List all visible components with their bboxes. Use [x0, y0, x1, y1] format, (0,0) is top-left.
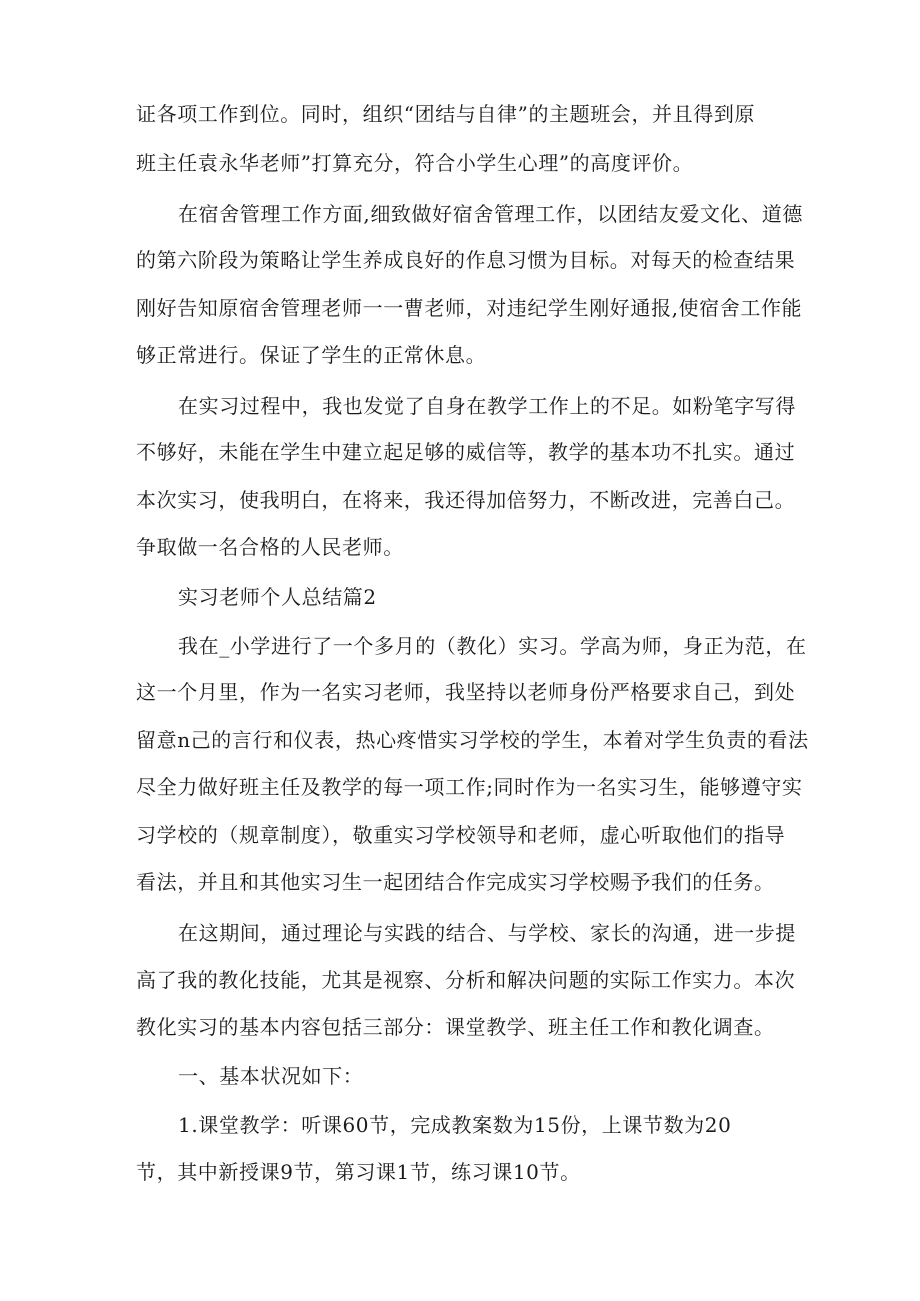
text-line: 证各项工作到位。同时，组织“团结与自律”的主题班会，并且得到原: [136, 102, 756, 126]
text-line: 争取做一名合格的人民老师。: [136, 535, 404, 559]
paragraph-start-line: 在这期间，通过理论与实践的结合、与学校、家长的沟通，进一步提: [178, 921, 796, 945]
text-line: 习学校的（规章制度），敬重实习学校领导和老师，虚心听取他们的指导: [136, 823, 786, 847]
text-line: 刚好告知原宿舍管理老师一一曹老师，对违纪学生刚好通报,使宿舍工作能: [136, 296, 803, 320]
text-line: 留意n己的言行和仪表，热心疼惜实习学校的学生，本着对学生负责的看法: [136, 728, 809, 752]
text-line: 这一个月里，作为一名实习老师，我坚持以老师身份严格要求自己，到处: [136, 680, 796, 704]
text-line: 不够好，未能在学生中建立起足够的威信等，教学的基本功不扎实。通过: [136, 440, 796, 464]
section-heading: 实习老师个人总结篇2: [178, 585, 377, 609]
text-line: 班主任袁永华老师”打算充分，符合小学生心理”的高度评价。: [136, 151, 694, 175]
paragraph-start-line: 在宿舍管理工作方面,细致做好宿舍管理工作，以团结友爱文化、道德: [178, 202, 803, 226]
text-line: 本次实习，使我明白，在将来，我还得加倍努力，不断改进，完善白己。: [136, 488, 796, 512]
text-line: 高了我的教化技能，尤其是视察、分析和解决问题的实际工作实力。本次: [136, 968, 796, 992]
text-line: 看法，并且和其他实习生一起团结合作完成实习学校赐予我们的任务。: [136, 870, 775, 894]
text-line: 节，其中新授课9节，第习课1节，练习课10节。: [136, 1160, 581, 1184]
text-line: 够正常进行。保证了学生的正常休息。: [136, 343, 487, 367]
paragraph-start-line: 我在_小学进行了一个多月的（教化）实习。学高为师，身正为范，在: [178, 634, 807, 658]
list-heading: 一、基本状况如下：: [178, 1064, 364, 1088]
paragraph-start-line: 1.课堂教学：听课60节，完成教案数为15份，上课节数为20: [178, 1113, 732, 1137]
text-line: 教化实习的基本内容包括三部分：课堂教学、班主任工作和教化调查。: [136, 1015, 775, 1039]
text-line: 的第六阶段为策略让学生养成良好的作息习惯为目标。对每天的检查结果: [136, 248, 796, 272]
paragraph-start-line: 在实习过程中，我也发觉了自身在教学工作上的不足。如粉笔字写得: [178, 394, 796, 418]
text-line: 尽全力做好班主任及教学的每一项工作;同时作为一名实习生，能够遵守实: [136, 775, 803, 799]
